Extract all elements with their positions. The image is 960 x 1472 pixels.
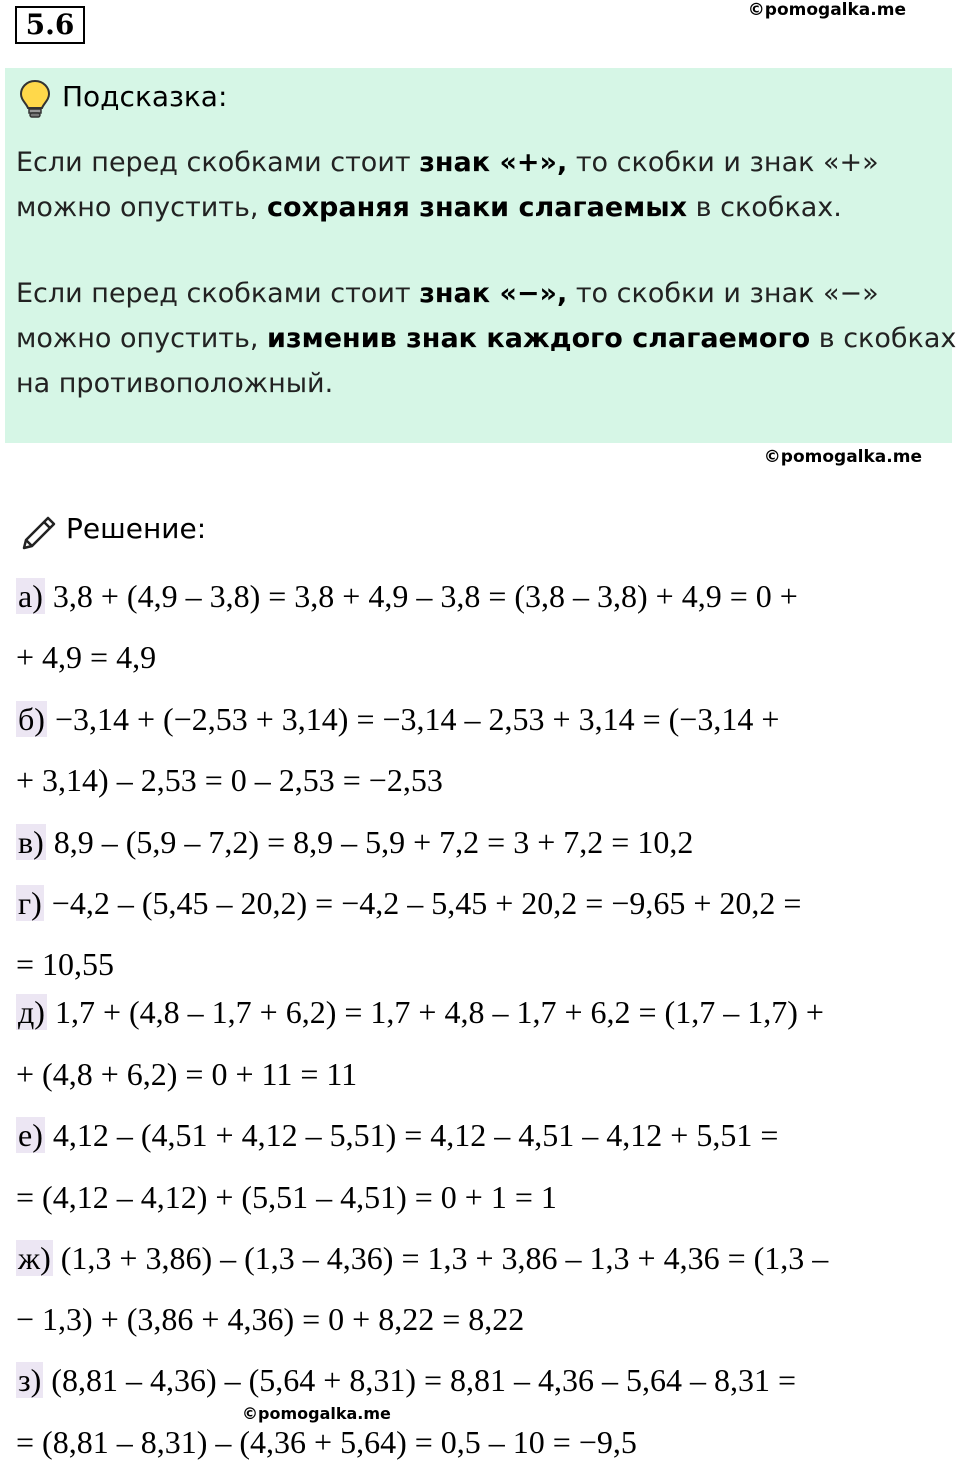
hint-paragraph-plus: Если перед скобками стоит знак «+», то скобки и знак «+» можно опустить, сохраняя знаки слагаемых в скобках. [16, 147, 879, 223]
task-number: 5.6 [15, 6, 85, 44]
solution-line [16, 701, 779, 738]
pencil-icon [18, 510, 62, 554]
item-label: ж) [18, 1240, 51, 1276]
equation-text: 1,7 + (4,8 – 1,7 + 6,2) = 1,7 + 4,8 – 1,7 + 6,2 = (1,7 – 1,7) + [46, 994, 824, 1030]
item-label: а) [18, 578, 43, 614]
item-label: б) [18, 701, 45, 737]
solution-line [16, 994, 824, 1031]
equation-text: 8,9 – (5,9 – 7,2) = 8,9 – 5,9 + 7,2 = 3 + 7,2 = 10,2 [45, 824, 694, 860]
solution-line-continued: − 1,3) + (3,86 + 4,36) = 0 + 8,22 = 8,22 [16, 1301, 525, 1337]
solution-line [16, 578, 798, 615]
solution-line-continued: = 10,55 [16, 946, 115, 982]
equation-text: (8,81 – 4,36) – (5,64 + 8,31) = 8,81 – 4,36 – 5,64 – 8,31 = [43, 1362, 797, 1398]
watermark-top: ©pomogalka.me [747, 0, 906, 20]
solution-line-continued: = (8,81 – 8,31) – (4,36 + 5,64) = 0,5 – 10 = −9,5 [16, 1424, 637, 1460]
item-label: з) [18, 1362, 42, 1398]
equation-text: 4,12 – (4,51 + 4,12 – 5,51) = 4,12 – 4,51 – 4,12 + 5,51 = [44, 1117, 779, 1153]
solution-line-continued: + (4,8 + 6,2) = 0 + 11 = 11 [16, 1056, 358, 1092]
item-label: в) [18, 824, 44, 860]
equation-text: −4,2 – (5,45 – 20,2) = −4,2 – 5,45 + 20,2 = −9,65 + 20,2 = [43, 885, 802, 921]
solution-line [16, 885, 801, 922]
solution-line [16, 824, 693, 861]
watermark-bottom: ©pomogalka.me [242, 1404, 391, 1423]
item-label: е) [18, 1117, 43, 1153]
hint-paragraph-minus: Если перед скобками стоит знак «−», то скобки и знак «−» можно опустить, изменив знак каждого слагаемого в скобках на противоположный. [16, 278, 957, 399]
solution-line [16, 1117, 778, 1154]
equation-text: −3,14 + (−2,53 + 3,14) = −3,14 – 2,53 + 3,14 = (−3,14 + [46, 701, 780, 737]
equation-text: (1,3 + 3,86) – (1,3 – 4,36) = 1,3 + 3,86 – 1,3 + 4,36 = (1,3 – [52, 1240, 829, 1276]
solution-line [16, 1240, 828, 1277]
solution-line-continued: = (4,12 – 4,12) + (5,51 – 4,51) = 0 + 1 = 1 [16, 1179, 557, 1215]
item-label: д) [18, 994, 45, 1030]
item-label: г) [18, 885, 42, 921]
solution-title: Решение: [66, 512, 207, 545]
watermark-mid: ©pomogalka.me [763, 447, 922, 467]
solution-line-continued: + 3,14) – 2,53 = 0 – 2,53 = −2,53 [16, 762, 443, 798]
solution-line [16, 1362, 796, 1399]
solution-line-continued: + 4,9 = 4,9 [16, 639, 157, 675]
hint-title: Подсказка: [62, 80, 228, 113]
lightbulb-icon [18, 78, 52, 120]
equation-text: 3,8 + (4,9 – 3,8) = 3,8 + 4,9 – 3,8 = (3,8 – 3,8) + 4,9 = 0 + [44, 578, 798, 614]
